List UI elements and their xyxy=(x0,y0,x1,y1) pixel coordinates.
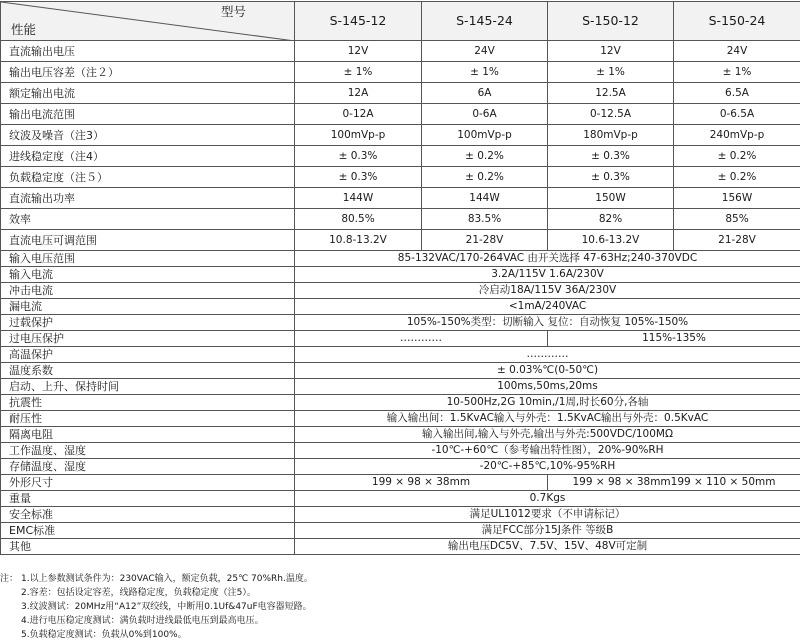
cell-value: 156W xyxy=(674,188,800,209)
row-label: 隔离电阻 xyxy=(1,427,295,443)
cell-value: 输入输出间：1.5KvAC输入与外壳：1.5KvAC输出与外壳：0.5KvAC xyxy=(295,411,800,427)
cell-value: ± 1% xyxy=(674,62,800,83)
row-label: 输入电流 xyxy=(1,267,295,283)
row-label: 抗震性 xyxy=(1,395,295,411)
cell-value: 满足FCC部分15J条件 等级B xyxy=(295,523,800,539)
table-row xyxy=(1,104,800,125)
cell-value: ± 1% xyxy=(295,62,422,83)
row-label: 输出电压容差（注２） xyxy=(1,62,295,83)
row-label: 效率 xyxy=(1,209,295,230)
table-row xyxy=(1,507,800,523)
cell-value: 0-6A xyxy=(422,104,548,125)
row-label: 过电压保护 xyxy=(1,331,295,347)
table-row xyxy=(1,267,800,283)
table-row xyxy=(1,315,800,331)
table-row xyxy=(1,539,800,555)
row-label: 冲击电流 xyxy=(1,283,295,299)
cell-value: 0-12A xyxy=(295,104,422,125)
cell-value: -10℃-+60℃（参考输出特性图），20%-90%RH xyxy=(295,443,800,459)
table-row xyxy=(1,125,800,146)
row-label: 高温保护 xyxy=(1,347,295,363)
note-line: 5.负载稳定度测试：负载从0%到100%。 xyxy=(21,630,187,640)
model-name: S-145-24 xyxy=(422,2,548,41)
note-line: 3.纹波测试：20MHz用“A12”双绞线，中断用0.1Uf&47uF电容器短路。 xyxy=(21,602,312,612)
row-label: 安全标准 xyxy=(1,507,295,523)
cell-value: ± 0.3% xyxy=(548,167,674,188)
table-row xyxy=(1,83,800,104)
model-header-label: 型号 xyxy=(220,4,246,19)
cell-value: 105%-150%类型：切断输入 复位：自动恢复 105%-150% xyxy=(295,315,800,331)
row-label: 直流输出电压 xyxy=(1,41,295,62)
cell-value: -20℃-+85℃,10%-95%RH xyxy=(295,459,800,475)
row-label: 输出电流范围 xyxy=(1,104,295,125)
cell-value: 12V xyxy=(295,41,422,62)
table-row xyxy=(1,459,800,475)
cell-value: 240mVp-p xyxy=(674,125,800,146)
row-label: 工作温度、湿度 xyxy=(1,443,295,459)
row-label: 纹波及噪音（注3） xyxy=(1,125,295,146)
cell-value: 0-12.5A xyxy=(548,104,674,125)
table-row xyxy=(1,523,800,539)
table-row xyxy=(1,443,800,459)
header-corner-cell xyxy=(1,2,295,41)
cell-value: ± 0.2% xyxy=(422,167,548,188)
note-line: 2.容差：包括设定容差，线路稳定度，负载稳定度（注5）。 xyxy=(21,588,256,598)
cell-value: ± 0.2% xyxy=(422,146,548,167)
note-line: 4.进行电压稳定度测试：满负载时进线最低电压到最高电压。 xyxy=(21,616,264,626)
cell-value: <1mA/240VAC xyxy=(295,299,800,315)
cell-value: 满足UL1012要求（不申请标记） xyxy=(295,507,800,523)
notes-prefix: 注： xyxy=(0,574,19,584)
cell-value-left: 199 × 98 × 38mm xyxy=(295,475,548,491)
row-label: 过载保护 xyxy=(1,315,295,331)
table-row xyxy=(1,188,800,209)
cell-value: 10.8-13.2V xyxy=(295,230,422,251)
cell-value: 3.2A/115V 1.6A/230V xyxy=(295,267,800,283)
cell-value: ± 1% xyxy=(548,62,674,83)
cell-value: ± 0.3% xyxy=(295,167,422,188)
cell-value-left: ………… xyxy=(295,331,548,347)
row-label: 其他 xyxy=(1,539,295,555)
cell-value: 100mVp-p xyxy=(422,125,548,146)
cell-value: 85-132VAC/170-264VAC 由开关选择 47-63Hz;240-370VDC xyxy=(295,251,800,267)
cell-value-right: 115%-135% xyxy=(548,331,800,347)
cell-value: 21-28V xyxy=(674,230,800,251)
row-label: EMC标准 xyxy=(1,523,295,539)
row-label: 温度系数 xyxy=(1,363,295,379)
cell-value: 24V xyxy=(674,41,800,62)
model-name: S-150-12 xyxy=(548,2,674,41)
cell-value: 冷启动18A/115V 36A/230V xyxy=(295,283,800,299)
row-label: 负载稳定度（注５） xyxy=(1,167,295,188)
cell-value: 10.6-13.2V xyxy=(548,230,674,251)
row-label: 输入电压范围 xyxy=(1,251,295,267)
table-row xyxy=(1,379,800,395)
cell-value: 180mVp-p xyxy=(548,125,674,146)
cell-value: ± 0.2% xyxy=(674,146,800,167)
table-row xyxy=(1,427,800,443)
cell-value: 85% xyxy=(674,209,800,230)
cell-value: 100mVp-p xyxy=(295,125,422,146)
cell-value: 150W xyxy=(548,188,674,209)
cell-value: ± 0.3% xyxy=(295,146,422,167)
cell-value: 12V xyxy=(548,41,674,62)
cell-value: 0.7Kgs xyxy=(295,491,800,507)
table-row xyxy=(1,331,800,347)
table-row xyxy=(1,411,800,427)
row-label: 额定输出电流 xyxy=(1,83,295,104)
table-row xyxy=(1,395,800,411)
cell-value: 输出电压DC5V、7.5V、15V、48V可定制 xyxy=(295,539,800,555)
cell-value: 82% xyxy=(548,209,674,230)
cell-value: 83.5% xyxy=(422,209,548,230)
cell-value: 100ms,50ms,20ms xyxy=(295,379,800,395)
spec-table xyxy=(0,1,800,555)
cell-value: ± 0.2% xyxy=(674,167,800,188)
table-row xyxy=(1,347,800,363)
cell-value: ± 0.03%℃(0-50℃) xyxy=(295,363,800,379)
table-row xyxy=(1,251,800,267)
table-row xyxy=(1,62,800,83)
row-label: 重量 xyxy=(1,491,295,507)
row-label: 直流输出功率 xyxy=(1,188,295,209)
model-name: S-150-24 xyxy=(674,2,800,41)
table-row xyxy=(1,299,800,315)
table-row xyxy=(1,230,800,251)
row-label: 启动、上升、保持时间 xyxy=(1,379,295,395)
row-label: 外形尺寸 xyxy=(1,475,295,491)
cell-value: ± 1% xyxy=(422,62,548,83)
cell-value: 0-6.5A xyxy=(674,104,800,125)
cell-value: 10-500Hz,2G 10min,/1周,时长60分,各轴 xyxy=(295,395,800,411)
cell-value: 12A xyxy=(295,83,422,104)
table-row xyxy=(1,146,800,167)
table-row xyxy=(1,209,800,230)
cell-value: ………… xyxy=(295,347,800,363)
header-row xyxy=(1,2,800,41)
cell-value-right: 199 × 98 × 38mm199 × 110 × 50mm xyxy=(548,475,800,491)
table-row xyxy=(1,491,800,507)
model-name: S-145-12 xyxy=(295,2,422,41)
cell-value: ± 0.3% xyxy=(548,146,674,167)
cell-value: 输入输出间,输入与外壳,输出与外壳:500VDC/100MΩ xyxy=(295,427,800,443)
table-row xyxy=(1,41,800,62)
property-header-label: 性能 xyxy=(11,21,37,37)
cell-value: 80.5% xyxy=(295,209,422,230)
cell-value: 6A xyxy=(422,83,548,104)
cell-value: 144W xyxy=(422,188,548,209)
table-row xyxy=(1,283,800,299)
cell-value: 12.5A xyxy=(548,83,674,104)
note-line: 1.以上参数测试条件为：230VAC输入，额定负载，25℃ 70%Rh.温度。 xyxy=(21,574,313,584)
table-row xyxy=(1,363,800,379)
diagonal-divider xyxy=(1,2,295,41)
cell-value: 21-28V xyxy=(422,230,548,251)
cell-value: 144W xyxy=(295,188,422,209)
row-label: 漏电流 xyxy=(1,299,295,315)
row-label: 存储温度、湿度 xyxy=(1,459,295,475)
row-label: 耐压性 xyxy=(1,411,295,427)
table-row xyxy=(1,167,800,188)
row-label: 进线稳定度（注4） xyxy=(1,146,295,167)
cell-value: 24V xyxy=(422,41,548,62)
cell-value: 6.5A xyxy=(674,83,800,104)
row-label: 直流电压可调范围 xyxy=(1,230,295,251)
table-row xyxy=(1,475,800,491)
